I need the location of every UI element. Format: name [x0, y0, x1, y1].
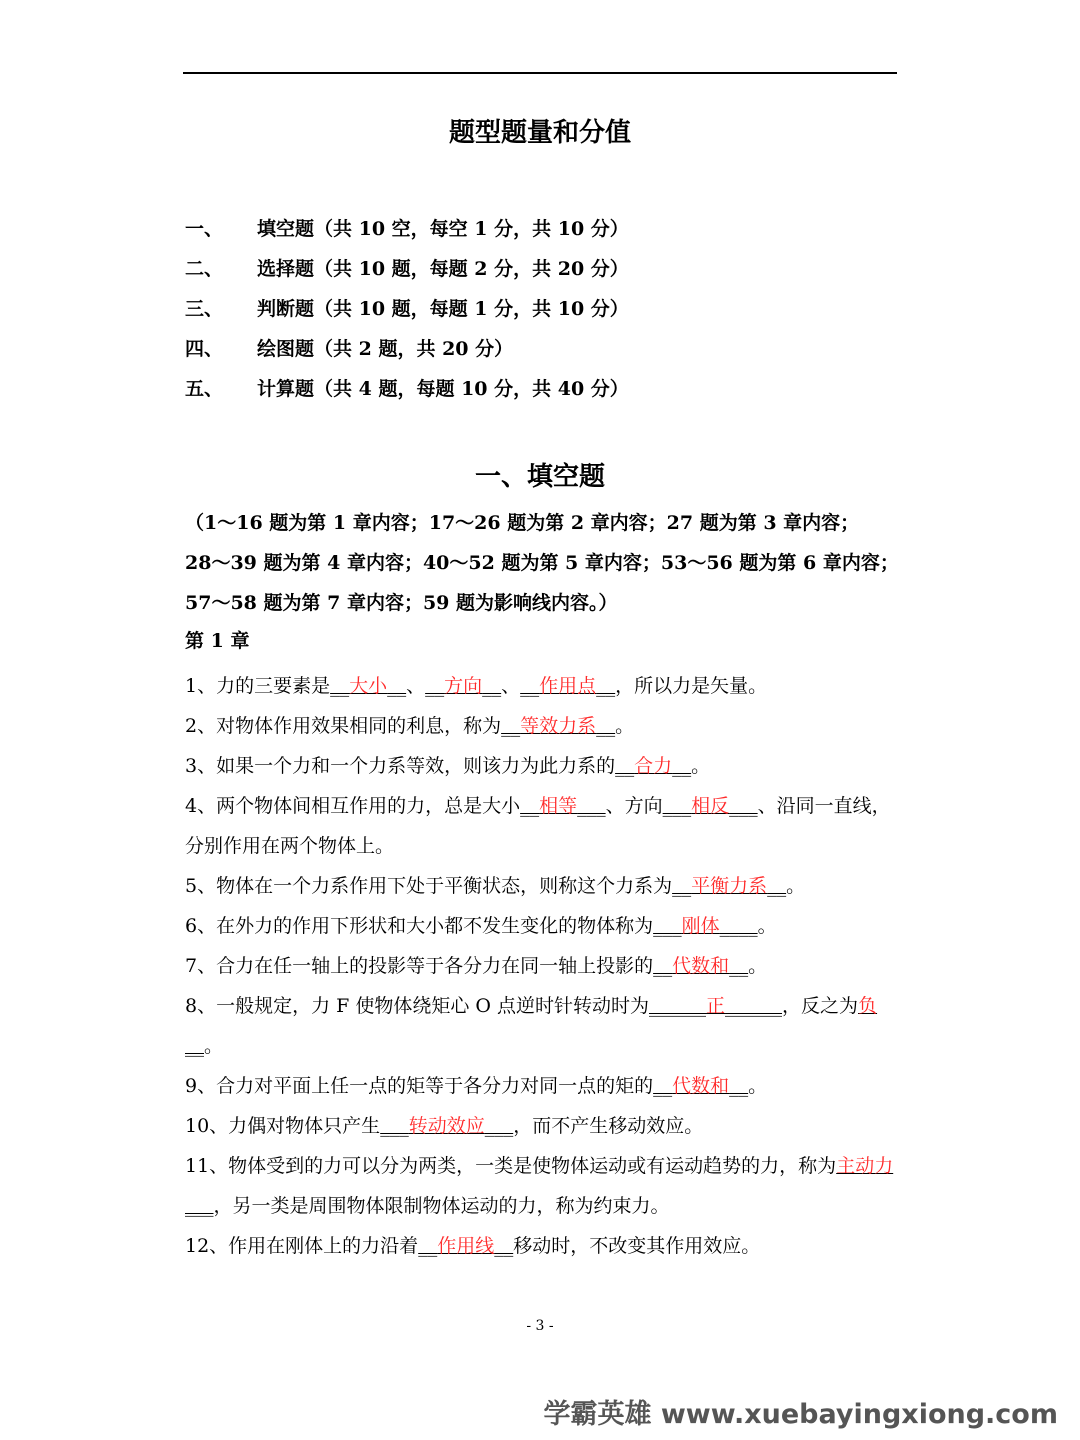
- answer-text: 平衡力系: [691, 875, 768, 897]
- question-text: 11、物体受到的力可以分为两类，一类是使物体运动或有运动趋势的力，称为: [185, 1155, 837, 1177]
- answer-text: 作用点: [539, 675, 597, 697]
- summary-number: 二、: [185, 258, 224, 280]
- summary-item: [185, 296, 885, 336]
- question-text: 1、力的三要素是: [185, 675, 331, 697]
- question-8: 8、一般规定，力 F 使物体绕矩心 O 点逆时针转动时为______正______，反之为负__。: [185, 995, 878, 1057]
- section-title: 一、填空题: [474, 462, 605, 492]
- question-text: 6、在外力的作用下形状和大小都不发生变化的物体称为: [185, 915, 654, 937]
- question-12: 12、作用在刚体上的力沿着__作用线__移动时，不改变其作用效应。: [185, 1235, 761, 1257]
- summary-text: 填空题（共 10 空，每空 1 分，共 10 分）: [257, 218, 629, 240]
- answer-text: 等效力系: [520, 715, 597, 737]
- answer-text: 代数和: [672, 1075, 730, 1097]
- answer-blank: __等效力系__: [501, 715, 616, 737]
- answer-text: 方向: [444, 675, 483, 697]
- answer-blank: __相等___: [520, 795, 606, 817]
- summary-number: 四、: [185, 338, 224, 360]
- answer-blank: ______正______: [649, 995, 783, 1017]
- answer-text: 作用线: [437, 1235, 495, 1257]
- answer-text: 正: [706, 995, 726, 1017]
- question-text: 10、力偶对物体只产生: [185, 1115, 381, 1137]
- question-text: 12、作用在刚体上的力沿着: [185, 1235, 419, 1257]
- scope-line: 57～58 题为第 7 章内容；59 题为影响线内容。）: [185, 592, 618, 614]
- summary-text: 计算题（共 4 题，每题 10 分，共 40 分）: [257, 378, 629, 400]
- summary-number: 三、: [185, 298, 224, 320]
- answer-blank: ___刚体____: [653, 915, 758, 937]
- answer-blank: __合力__: [615, 755, 692, 777]
- summary-text: 选择题（共 10 题，每题 2 分，共 20 分）: [257, 258, 629, 280]
- question-5: 5、物体在一个力系作用下处于平衡状态，则称这个力系为__平衡力系__。: [185, 875, 806, 897]
- question-text: 3、如果一个力和一个力系等效，则该力为此力系的: [185, 755, 616, 777]
- summary-item: [185, 216, 885, 256]
- site-watermark: 学霸英雄 www.xuebayingxiong.com: [543, 1399, 1058, 1430]
- summary-number: 五、: [185, 378, 224, 400]
- question-1: 1、力的三要素是__大小__、__方向__、__作用点__，所以力是矢量。: [185, 675, 768, 697]
- question-list: [185, 666, 897, 1266]
- question-type-summary: [185, 216, 885, 416]
- answer-text: 代数和: [672, 955, 730, 977]
- summary-item: [185, 336, 885, 376]
- answer-blank: __大小__: [330, 675, 407, 697]
- answer-text: 相反: [691, 795, 730, 817]
- question-text: 8、一般规定，力 F 使物体绕矩心 O 点逆时针转动时为: [185, 995, 650, 1017]
- answer-blank: __代数和__: [653, 1075, 749, 1097]
- answer-blank: __作用线__: [418, 1235, 514, 1257]
- question-text: 2、对物体作用效果相同的利息，称为: [185, 715, 502, 737]
- answer-blank: 主动力___: [185, 1155, 894, 1217]
- answer-text: 合力: [634, 755, 673, 777]
- summary-text: 判断题（共 10 题，每题 1 分，共 10 分）: [257, 298, 629, 320]
- answer-blank: ___相反___: [662, 795, 758, 817]
- answer-blank: __平衡力系__: [672, 875, 787, 897]
- question-text: 9、合力对平面上任一点的矩等于各分力对同一点的矩的: [185, 1075, 654, 1097]
- question-6: 6、在外力的作用下形状和大小都不发生变化的物体称为___刚体____。: [185, 915, 777, 937]
- answer-blank: __代数和__: [653, 955, 749, 977]
- scope-line: （1～16 题为第 1 章内容；17～26 题为第 2 章内容；27 题为第 3 章内容；: [185, 512, 860, 534]
- answer-text: 大小: [349, 675, 388, 697]
- scope-line: 28～39 题为第 4 章内容；40～52 题为第 5 章内容；53～56 题为第 6 章内容；: [185, 552, 899, 574]
- question-text: 7、合力在任一轴上的投影等于各分力在同一轴上投影的: [185, 955, 654, 977]
- question-text: 4、两个物体间相互作用的力，总是大小: [185, 795, 521, 817]
- answer-blank: ___转动效应___: [380, 1115, 514, 1137]
- summary-number: 一、: [185, 218, 224, 240]
- document-title: 题型题量和分值: [448, 118, 631, 148]
- answer-blank: __作用点__: [520, 675, 616, 697]
- question-11: 11、物体受到的力可以分为两类，一类是使物体运动或有运动趋势的力，称为主动力___，另一类是周围物体限制物体运动的力，称为约束力。: [185, 1155, 894, 1217]
- answer-blank: __方向__: [425, 675, 502, 697]
- answer-text: 转动效应: [408, 1115, 485, 1137]
- summary-text: 绘图题（共 2 题，共 20 分）: [257, 338, 514, 360]
- question-9: 9、合力对平面上任一点的矩等于各分力对同一点的矩的__代数和__。: [185, 1075, 768, 1097]
- answer-text: 相等: [539, 795, 578, 817]
- answer-text: 刚体: [681, 915, 720, 937]
- summary-item: [185, 256, 885, 296]
- chapter-scope-note: [185, 508, 897, 628]
- question-7: 7、合力在任一轴上的投影等于各分力在同一轴上投影的__代数和__。: [185, 955, 768, 977]
- question-2: 2、对物体作用效果相同的利息，称为__等效力系__。: [185, 715, 635, 737]
- answer-text: 主动力: [836, 1155, 894, 1177]
- answer-blank: 负__: [185, 995, 878, 1057]
- question-10: 10、力偶对物体只产生___转动效应___，而不产生移动效应。: [185, 1115, 704, 1137]
- page-number: - 3 -: [526, 1318, 554, 1334]
- answer-text: 负: [858, 995, 878, 1017]
- chapter-label: 第 1 章: [185, 630, 250, 652]
- question-4: 4、两个物体间相互作用的力，总是大小__相等___、方向___相反___、沿同一直线，分别作用在两个物体上。: [185, 795, 891, 857]
- header-rule: [183, 72, 897, 74]
- question-text: 5、物体在一个力系作用下处于平衡状态，则称这个力系为: [185, 875, 673, 897]
- question-3: 3、如果一个力和一个力系等效，则该力为此力系的__合力__。: [185, 755, 711, 777]
- summary-item: [185, 376, 885, 416]
